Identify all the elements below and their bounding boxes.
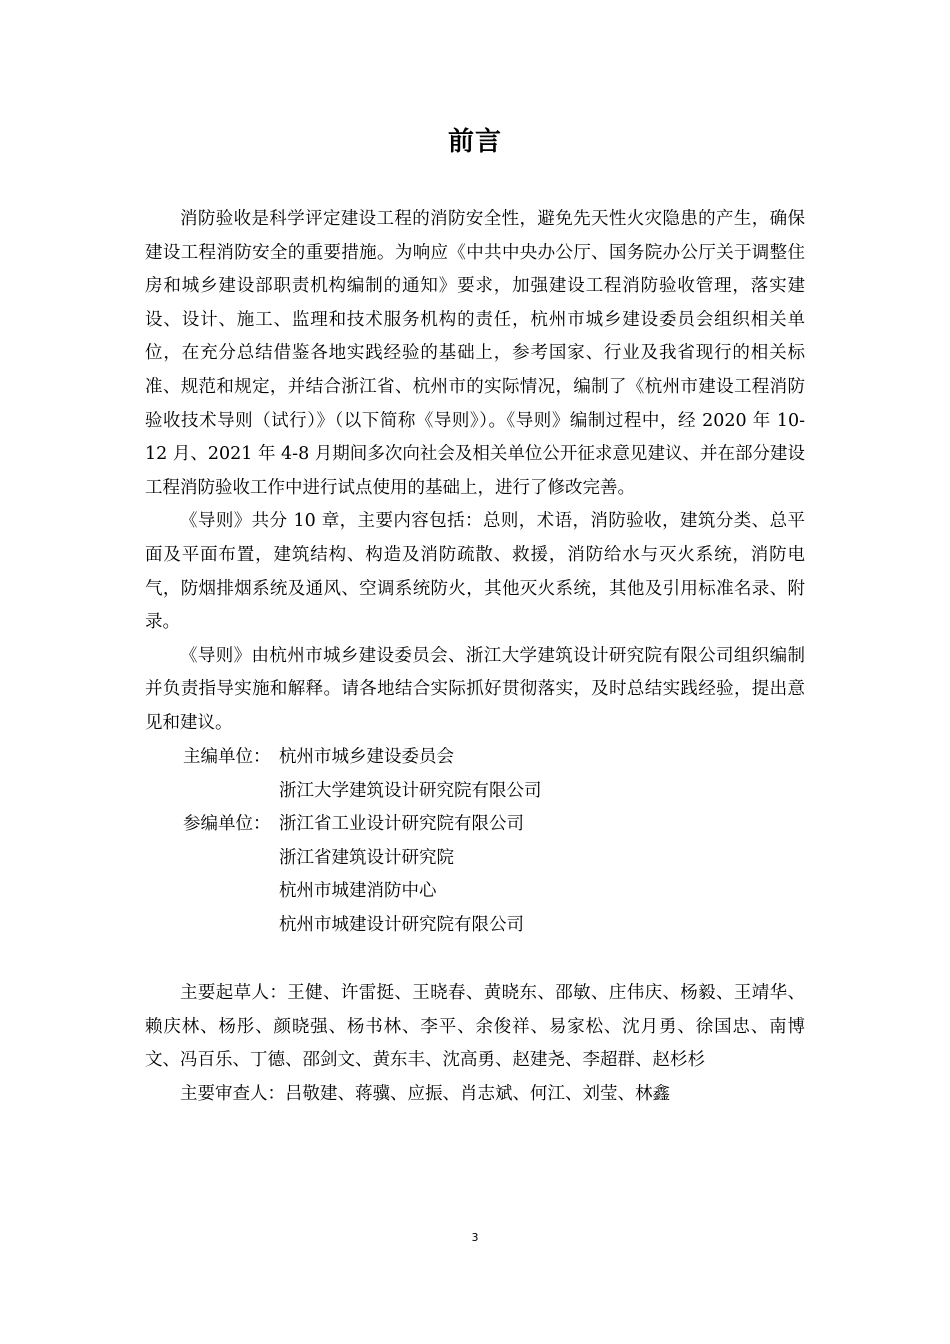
participating-units-group [183, 808, 803, 942]
list-item: 浙江大学建筑设计研究院有限公司 [279, 780, 542, 801]
drafters-label: 主要起草人： [180, 983, 288, 1003]
list-item: 浙江省建筑设计研究院 [279, 847, 454, 868]
participating-units-list [279, 808, 524, 942]
list-item: 杭州市城建设计研究院有限公司 [279, 914, 524, 935]
chief-units-group [183, 741, 803, 808]
page-number: 3 [471, 1231, 479, 1244]
drafters-paragraph [145, 977, 805, 1078]
chief-units-label: 主编单位： [183, 747, 271, 767]
list-item: 浙江省工业设计研究院有限公司 [279, 814, 524, 835]
chief-units-list [279, 741, 542, 808]
reviewers-paragraph [145, 1078, 805, 1112]
preface-body [145, 203, 805, 741]
list-item: 杭州市城建消防中心 [279, 881, 437, 902]
page-title: 前言 [447, 127, 502, 157]
participating-units-label: 参编单位： [183, 814, 271, 835]
preface-paragraph: 《导则》由杭州市城乡建设委员会、浙江大学建筑设计研究院有限公司组织编制并负责指导实施和解释。请各地结合实际抓好贯彻落实，及时总结实践经验，提出意见和建议。 [145, 645, 805, 733]
reviewers-names: 吕敬建、蒋骥、应振、肖志斌、何江、刘莹、林鑫 [285, 1083, 670, 1104]
preface-paragraph: 消防验收是科学评定建设工程的消防安全性，避免先天性火灾隐患的产生，确保建设工程消防安全的重要措施。为响应《中共中央办公厅、国务院办公厅关于调整住房和城乡建设部职责机构编制的通知》要求，加强建设工程消防验收管理，落实建设、设计、施工、监理和技术服务机构的责任，杭州市城乡建设委员会组织相关单位，在充分总结借鉴各地实践经验的基础上，参考国家、行业及我省现行的相关标准、规范和规定，并结合浙江省、杭州市的实际情况，编制了《杭州市建设工程消防验收技术导则（试行）》（以下简称《导则》）。《导则》编制过程中，经 2020 年 10-12 月、2021 年 4-8 月期间多次向社会及相关单位公开征求意见建议、并在部分建设工程消防验收工作中进行试点使用的基础上，进行了修改完善。 [145, 209, 805, 498]
preface-paragraph: 《导则》共分 10 章，主要内容包括：总则，术语，消防验收，建筑分类、总平面及平面布置，建筑结构、构造及消防疏散、救援，消防给水与灭火系统，消防电气，防烟排烟系统及通风、空调系统防火，其他灭火系统，其他及引用标准名录、附录。 [145, 511, 805, 633]
compiling-units [183, 741, 803, 943]
personnel-section [145, 977, 805, 1111]
list-item: 杭州市城乡建设委员会 [279, 747, 454, 767]
reviewers-label: 主要审查人： [180, 1083, 285, 1104]
drafters-names: 王健、许雷挺、王晓春、黄晓东、邵敏、庄伟庆、杨毅、王靖华、赖庆林、杨彤、颜晓强、杨书林、李平、余俊祥、易家松、沈月勇、徐国忠、南博文、冯百乐、丁德、邵剑文、黄东丰、沈高勇、赵建尧、李超群、赵杉杉 [145, 983, 806, 1071]
